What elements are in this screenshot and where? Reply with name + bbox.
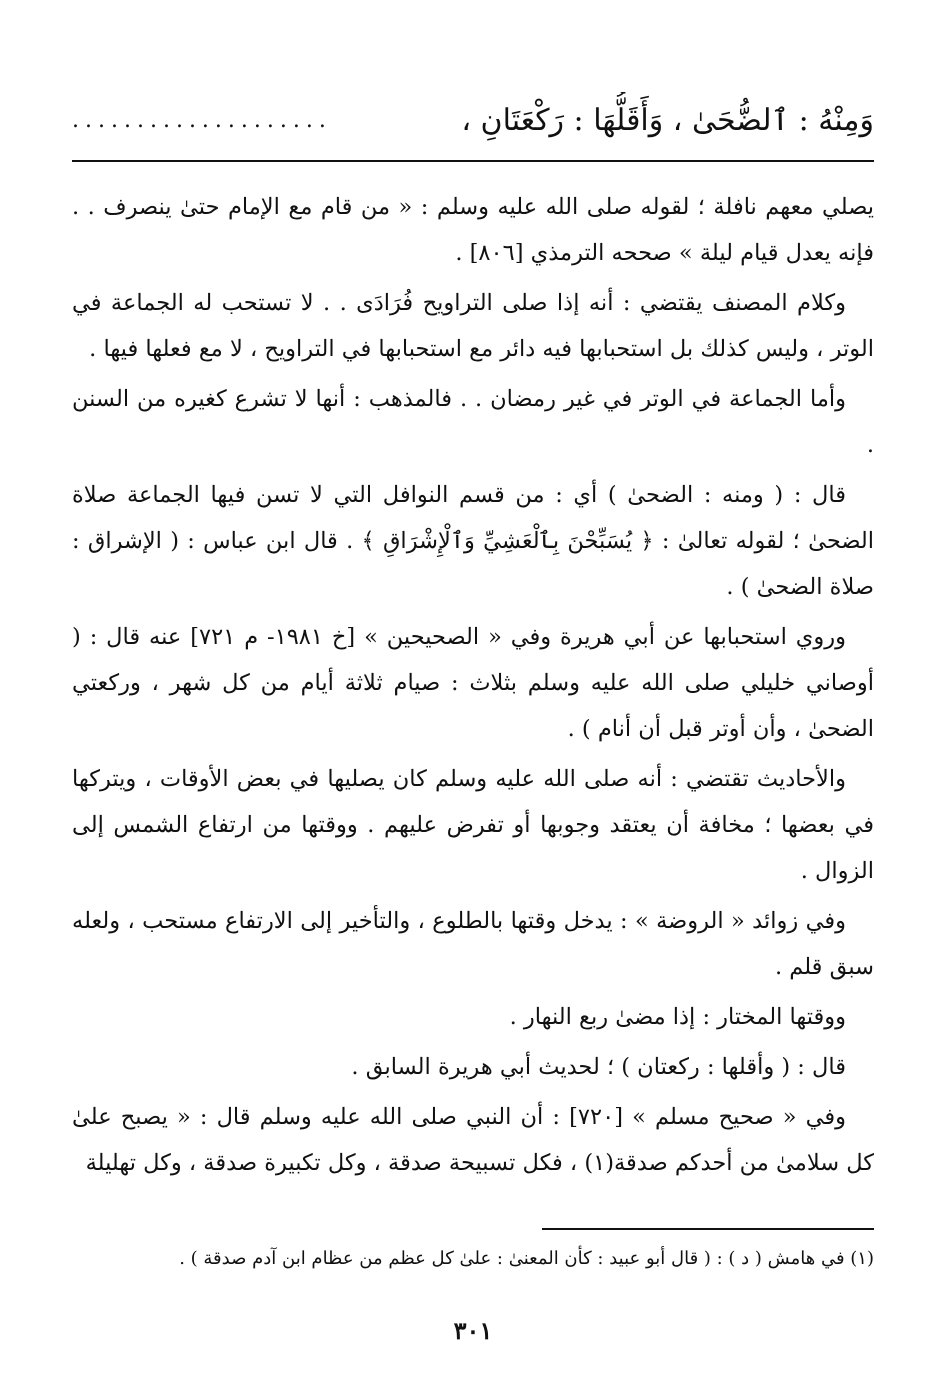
running-header [72, 92, 874, 148]
paragraph-3: وأما الجماعة في الوتر في غير رمضان . . فالمذهب : أنها لا تشرع كغيره من السنن . [72, 386, 874, 458]
paragraph-6: والأحاديث تقتضي : أنه صلى الله عليه وسلم كان يصليها في بعض الأوقات ، ويتركها في بعضها ؛ مخافة أن يعتقد وجوبها أو تفرض عليهم . ووقتها من ارتفاع الشمس إلى الزوال . [72, 766, 874, 884]
paragraph-5: وروي استحبابها عن أبي هريرة وفي « الصحيحين » [خ ١٩٨١- م ٧٢١] عنه قال : ( أوصاني خليلي صلى الله عليه وسلم بثلاث : صيام ثلاثة أيام من كل شهر ، وركعتي الضحىٰ ، وأن أوتر قبل أن أنام ) . [72, 624, 875, 742]
paragraph-8: ووقتها المختار : إذا مضىٰ ربع النهار . [509, 1004, 846, 1030]
header-divider [72, 160, 874, 162]
page-number: ٣٠١ [453, 1316, 493, 1345]
paragraph-10: وفي « صحيح مسلم » [٧٢٠] : أن النبي صلى الله عليه وسلم قال : « يصبح علىٰ كل سلامىٰ من أحدكم صدقة(١) ، فكل تسبيحة صدقة ، وكل تكبيرة صدقة ، وكل تهليلة [72, 1104, 874, 1176]
header-title: وَمِنْهُ : ٱلضُّحَىٰ ، وَأَقَلُّهَا : رَكْعَتَانِ ، [461, 102, 874, 138]
paragraph-2: وكلام المصنف يقتضي : أنه إذا صلى التراويح فُرَادَى . . لا تستحب له الجماعة في الوتر ، وليس كذلك بل استحبابها فيه دائر مع استحبابها في التراويح ، لا مع فعلها فيها . [72, 290, 874, 362]
header-leader-dots: .................... [72, 107, 332, 133]
footnote-divider [542, 1228, 874, 1230]
main-text [72, 184, 874, 1190]
footnote: (١) في هامش ( د ) : ( قال أبو عبيد : كأن المعنىٰ : علىٰ كل عظم من عظام ابن آدم صدقة ) . [179, 1248, 874, 1269]
paragraph-7: وفي زوائد « الروضة » : يدخل وقتها بالطلوع ، والتأخير إلى الارتفاع مستحب ، ولعله سبق قلم . [72, 908, 874, 980]
paragraph-1: يصلي معهم نافلة ؛ لقوله صلى الله عليه وسلم : « من قام مع الإمام حتىٰ ينصرف . . فإنه يعدل قيام ليلة » صححه الترمذي [٨٠٦] . [72, 194, 874, 266]
paragraph-4: قال : ( ومنه : الضحىٰ ) أي : من قسم النوافل التي لا تسن فيها الجماعة صلاة الضحىٰ ؛ لقوله تعالىٰ : ﴿ يُسَبِّحْنَ بِٱلْعَشِيِّ وَٱلْإِشْرَاقِ ﴾ . قال ابن عباس : ( الإشراق : صلاة الضحىٰ ) . [72, 482, 874, 600]
paragraph-9: قال : ( وأقلها : ركعتان ) ؛ لحديث أبي هريرة السابق . [351, 1054, 846, 1080]
